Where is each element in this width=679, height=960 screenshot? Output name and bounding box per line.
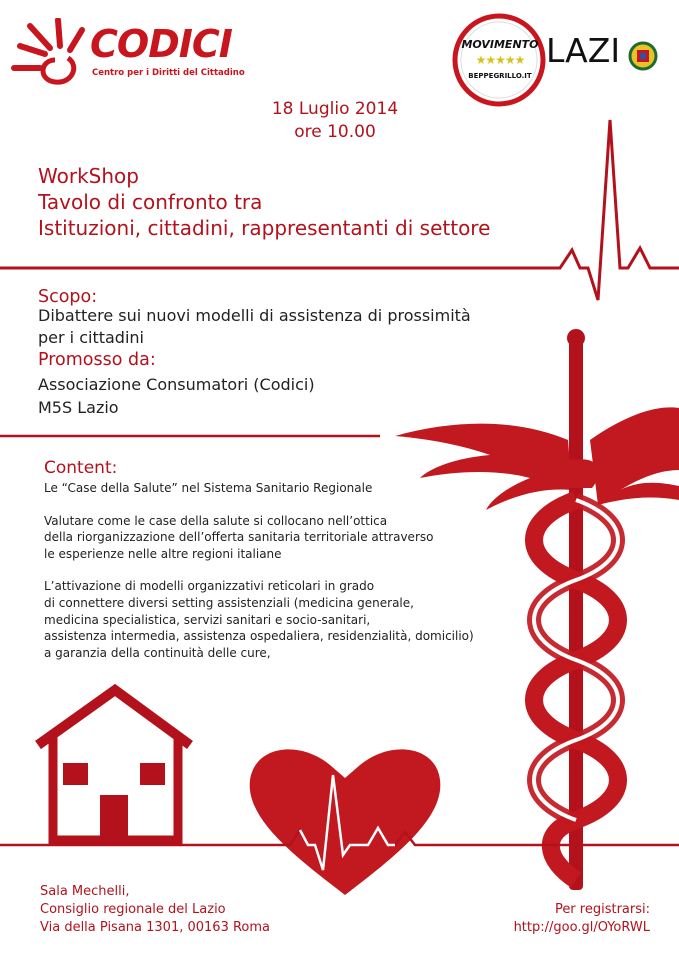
content-paragraph: L’attivazione di modelli organizzativi reticolari in grado di connettere diversi setting assistenziali (medicina generale, medicina specialistica, servizi sanitari e socio-sanitari, assistenza intermedia, assistenza ospedaliera, residenzialità, domicilio) a garanzia della continuità delle cure, [44,579,474,660]
m5s-url: BEPPEGRILLO.IT [468,72,532,80]
title-line: Istituzioni, cittadini, rappresentanti di settore [38,216,491,240]
promoted-line: M5S Lazio [38,398,119,417]
title-line: Tavolo di confronto tra [38,190,263,214]
lazio-emblem-icon [628,41,658,71]
venue-line: Via della Pisana 1301, 00163 Roma [40,920,271,935]
venue-block [40,883,270,937]
venue-line: Sala Mechelli, [40,884,130,899]
event-date-text: 18 Luglio 2014 [271,99,399,119]
promoted-label: Promosso da: [38,350,156,370]
title-line: WorkShop [38,164,139,188]
promoted-line: Associazione Consumatori (Codici) [38,375,315,394]
lazio-label: LAZI [546,31,621,70]
register-link[interactable]: http://goo.gl/OYoRWL [513,920,650,935]
m5s-stars: ★★★★★ [475,53,525,67]
venue-line: Consiglio regionale del Lazio [40,902,226,917]
house-icon [38,690,190,840]
codici-name: CODICI [90,22,232,66]
scope-label: Scopo: [38,287,98,307]
register-label: Per registrarsi: [554,902,650,917]
heart-icon [250,749,441,895]
content-paragraph: Valutare come le case della salute si collocano nell’ottica della riorganizzazione dell’offerta sanitaria territoriale attraverso le esperienze nelle altre regioni italiane [44,513,434,561]
m5s-word: MOVIMENTO [461,38,539,51]
registration-block [480,901,650,937]
event-date [230,98,440,144]
content-section [44,458,484,677]
scope-text: Dibattere sui nuovi modelli di assistenza di prossimità per i cittadini [38,306,471,347]
codici-subtitle: Centro per i Diritti del Cittadino [92,68,245,78]
content-paragraph: Le “Case della Salute” nel Sistema Sanitario Regionale [44,481,373,495]
event-title [38,163,490,241]
event-time-text: ore 10.00 [294,122,376,142]
content-title: Content: [44,458,118,478]
